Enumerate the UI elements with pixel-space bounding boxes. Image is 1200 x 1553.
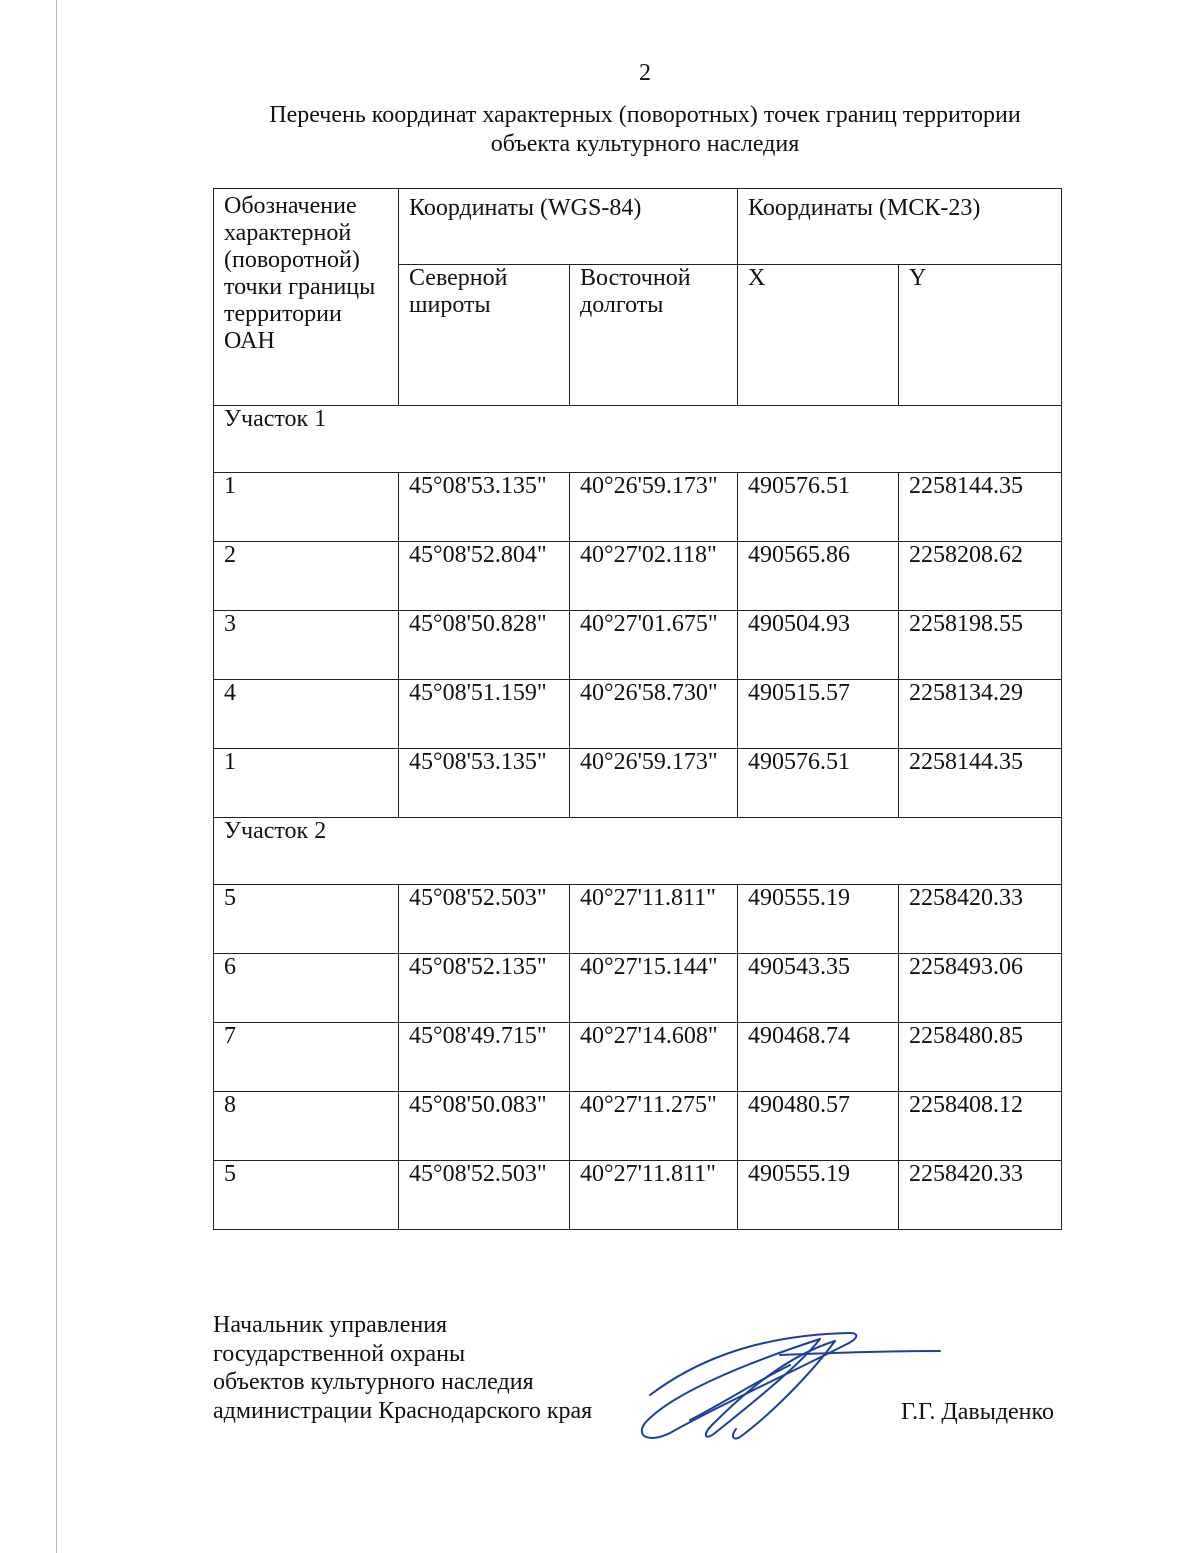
cell-y: 2258198.55 (899, 611, 1062, 680)
handwritten-signature-icon (630, 1325, 950, 1450)
cell-x: 490480.57 (738, 1092, 899, 1161)
table-row (214, 749, 1062, 818)
cell-north-latitude: 45°08'52.135" (399, 954, 570, 1023)
position-line-2: государственной охраны (213, 1340, 466, 1367)
section-row (214, 406, 1062, 473)
cell-y: 2258408.12 (899, 1092, 1062, 1161)
cell-north-latitude: 45°08'53.135" (399, 473, 570, 542)
cell-east-longitude: 40°26'58.730" (570, 680, 738, 749)
cell-north-latitude: 45°08'49.715" (399, 1023, 570, 1092)
cell-point: 7 (214, 1023, 399, 1092)
cell-x: 490515.57 (738, 680, 899, 749)
cell-point: 1 (214, 749, 399, 818)
cell-point: 3 (214, 611, 399, 680)
position-line-4: администрации Краснодарского края (213, 1397, 593, 1424)
cell-y: 2258144.35 (899, 749, 1062, 818)
cell-north-latitude: 45°08'53.135" (399, 749, 570, 818)
cell-x: 490576.51 (738, 749, 899, 818)
cell-y: 2258493.06 (899, 954, 1062, 1023)
section-title: Участок 2 (214, 818, 1062, 885)
signer-name: Г.Г. Давыденко (901, 1399, 1054, 1425)
signature-strokes (642, 1333, 940, 1439)
header-point-designation: Обозначение характерной (поворотной) точки границы территории ОАН (214, 189, 399, 406)
table-row (214, 1092, 1062, 1161)
table-row (214, 885, 1062, 954)
cell-east-longitude: 40°27'11.275" (570, 1092, 738, 1161)
cell-point: 6 (214, 954, 399, 1023)
cell-point: 5 (214, 1161, 399, 1230)
position-line-3: объектов культурного наследия (213, 1369, 534, 1395)
cell-x: 490504.93 (738, 611, 899, 680)
header-x: X (738, 265, 899, 406)
cell-east-longitude: 40°26'59.173" (570, 749, 738, 818)
cell-east-longitude: 40°27'11.811" (570, 885, 738, 954)
cell-y: 2258208.62 (899, 542, 1062, 611)
title-line-1: Перечень координат характерных (поворотных) точек границ территории (269, 102, 1021, 128)
table-row (214, 542, 1062, 611)
cell-y: 2258144.35 (899, 473, 1062, 542)
cell-x: 490543.35 (738, 954, 899, 1023)
cell-y: 2258480.85 (899, 1023, 1062, 1092)
table-row (214, 1023, 1062, 1092)
table-row (214, 473, 1062, 542)
cell-y: 2258420.33 (899, 1161, 1062, 1230)
table-row (214, 954, 1062, 1023)
document-title (200, 101, 1090, 159)
header-msk23: Координаты (МСК-23) (738, 189, 1062, 265)
section-title: Участок 1 (214, 406, 1062, 473)
coordinates-table (213, 188, 1062, 1230)
page-number: 2 (639, 60, 651, 86)
table-row (214, 680, 1062, 749)
cell-point: 5 (214, 885, 399, 954)
cell-x: 490555.19 (738, 885, 899, 954)
header-north-latitude: Северной широты (399, 265, 570, 406)
cell-east-longitude: 40°27'14.608" (570, 1023, 738, 1092)
header-wgs84: Координаты (WGS-84) (399, 189, 738, 265)
cell-x: 490576.51 (738, 473, 899, 542)
table-row (214, 1161, 1062, 1230)
scan-edge-line (56, 0, 57, 1553)
cell-y: 2258134.29 (899, 680, 1062, 749)
cell-north-latitude: 45°08'50.828" (399, 611, 570, 680)
header-y: Y (899, 265, 1062, 406)
signature-block (213, 1311, 592, 1425)
cell-north-latitude: 45°08'52.804" (399, 542, 570, 611)
cell-x: 490565.86 (738, 542, 899, 611)
cell-east-longitude: 40°27'11.811" (570, 1161, 738, 1230)
cell-north-latitude: 45°08'52.503" (399, 885, 570, 954)
section-row (214, 818, 1062, 885)
cell-east-longitude: 40°27'15.144" (570, 954, 738, 1023)
cell-point: 4 (214, 680, 399, 749)
cell-east-longitude: 40°27'01.675" (570, 611, 738, 680)
cell-north-latitude: 45°08'51.159" (399, 680, 570, 749)
cell-point: 1 (214, 473, 399, 542)
header-row-top (214, 189, 1062, 265)
cell-north-latitude: 45°08'50.083" (399, 1092, 570, 1161)
cell-point: 8 (214, 1092, 399, 1161)
table-row (214, 611, 1062, 680)
cell-point: 2 (214, 542, 399, 611)
cell-north-latitude: 45°08'52.503" (399, 1161, 570, 1230)
cell-east-longitude: 40°26'59.173" (570, 473, 738, 542)
cell-y: 2258420.33 (899, 885, 1062, 954)
position-line-1: Начальник управления (213, 1312, 448, 1338)
header-east-longitude: Восточной долготы (570, 265, 738, 406)
cell-x: 490468.74 (738, 1023, 899, 1092)
cell-east-longitude: 40°27'02.118" (570, 542, 738, 611)
cell-x: 490555.19 (738, 1161, 899, 1230)
title-line-2: объекта культурного наследия (490, 131, 800, 157)
